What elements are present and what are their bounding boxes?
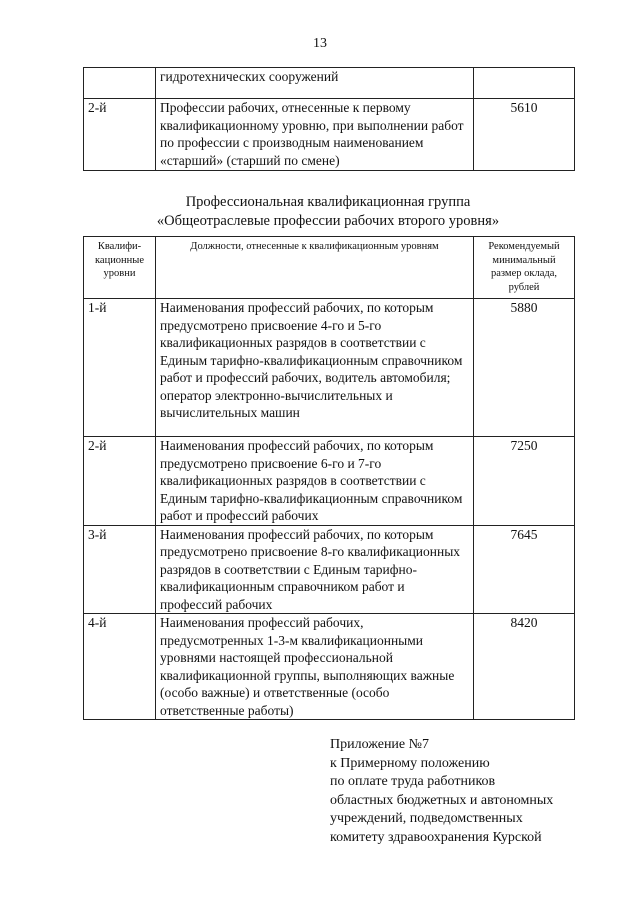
table-row [84,614,575,720]
positions-cell: Профессии рабочих, отнесенные к первому квалификационному уровню, при выполнении работ по профессии с производным наименованием «старший» (старший по смене) [156,99,474,171]
table-row [84,525,575,614]
appendix-block [330,736,553,847]
appendix-line: учреждений, подведомственных [330,811,523,826]
header-level: Квалифи-кационные уровни [84,237,156,299]
appendix-line: к Примерному положению [330,755,490,771]
positions-cell: Наименования профессий рабочих, по которым предусмотрено присвоение 8-го квалификационных разрядов в соответствии с Единым тарифно-квалификационным справочником работ и профессий рабочих [156,525,474,614]
positions-cell: Наименования профессий рабочих, по которым предусмотрено присвоение 4-го и 5-го квалификационных разрядов в соответствии с Единым тарифно-квалификационным справочником работ и профессий рабочих, водитель автомобиля; оператор электронно-вычислительных и вычислительных машин [156,299,474,437]
table-row [84,99,575,171]
table-row [84,437,575,526]
level-cell: 2-й [84,437,156,526]
salary-cell: 5610 [474,99,575,171]
level-cell: 3-й [84,525,156,614]
appendix-line: комитету здравоохранения Курской [330,829,542,845]
main-table [83,236,575,720]
appendix-line: по оплате труда работников [330,774,496,789]
table-row [84,299,575,437]
header-salary: Рекомендуемый минимальный размер оклада, рублей [474,237,575,299]
top-table [83,67,575,171]
salary-cell: 5880 [474,299,575,437]
positions-cell: Наименования профессий рабочих, по которым предусмотрено присвоение 6-го и 7-го квалификационных разрядов в соответствии с Единым тарифно-квалификационным справочником работ и профессий рабочих [156,437,474,526]
positions-cell: Наименования профессий рабочих, предусмотренных 1-3-м квалификационными уровнями настоящей профессиональной квалификационной группы, выполняющих важные (особо важные) и ответственные (особо ответственные работы) [156,614,474,720]
group-heading-line1: Профессиональная квалификационная группа [185,194,471,210]
salary-cell: 8420 [474,614,575,720]
positions-cell: гидротехнических сооружений [156,68,474,99]
salary-cell [474,68,575,99]
header-row [84,237,575,299]
group-heading-line2: «Общеотраслевые профессии рабочих второго уровня» [156,213,500,229]
salary-cell: 7250 [474,437,575,526]
appendix-title: Приложение №7 [330,737,429,752]
table-row [84,68,575,99]
level-cell: 4-й [84,614,156,720]
level-cell [84,68,156,99]
salary-cell: 7645 [474,525,575,614]
level-cell: 1-й [84,299,156,437]
level-cell: 2-й [84,99,156,171]
appendix-line: областных бюджетных и автономных [330,792,554,808]
page-number: 13 [313,36,327,51]
header-positions: Должности, отнесенные к квалификационным уровням [156,237,474,299]
